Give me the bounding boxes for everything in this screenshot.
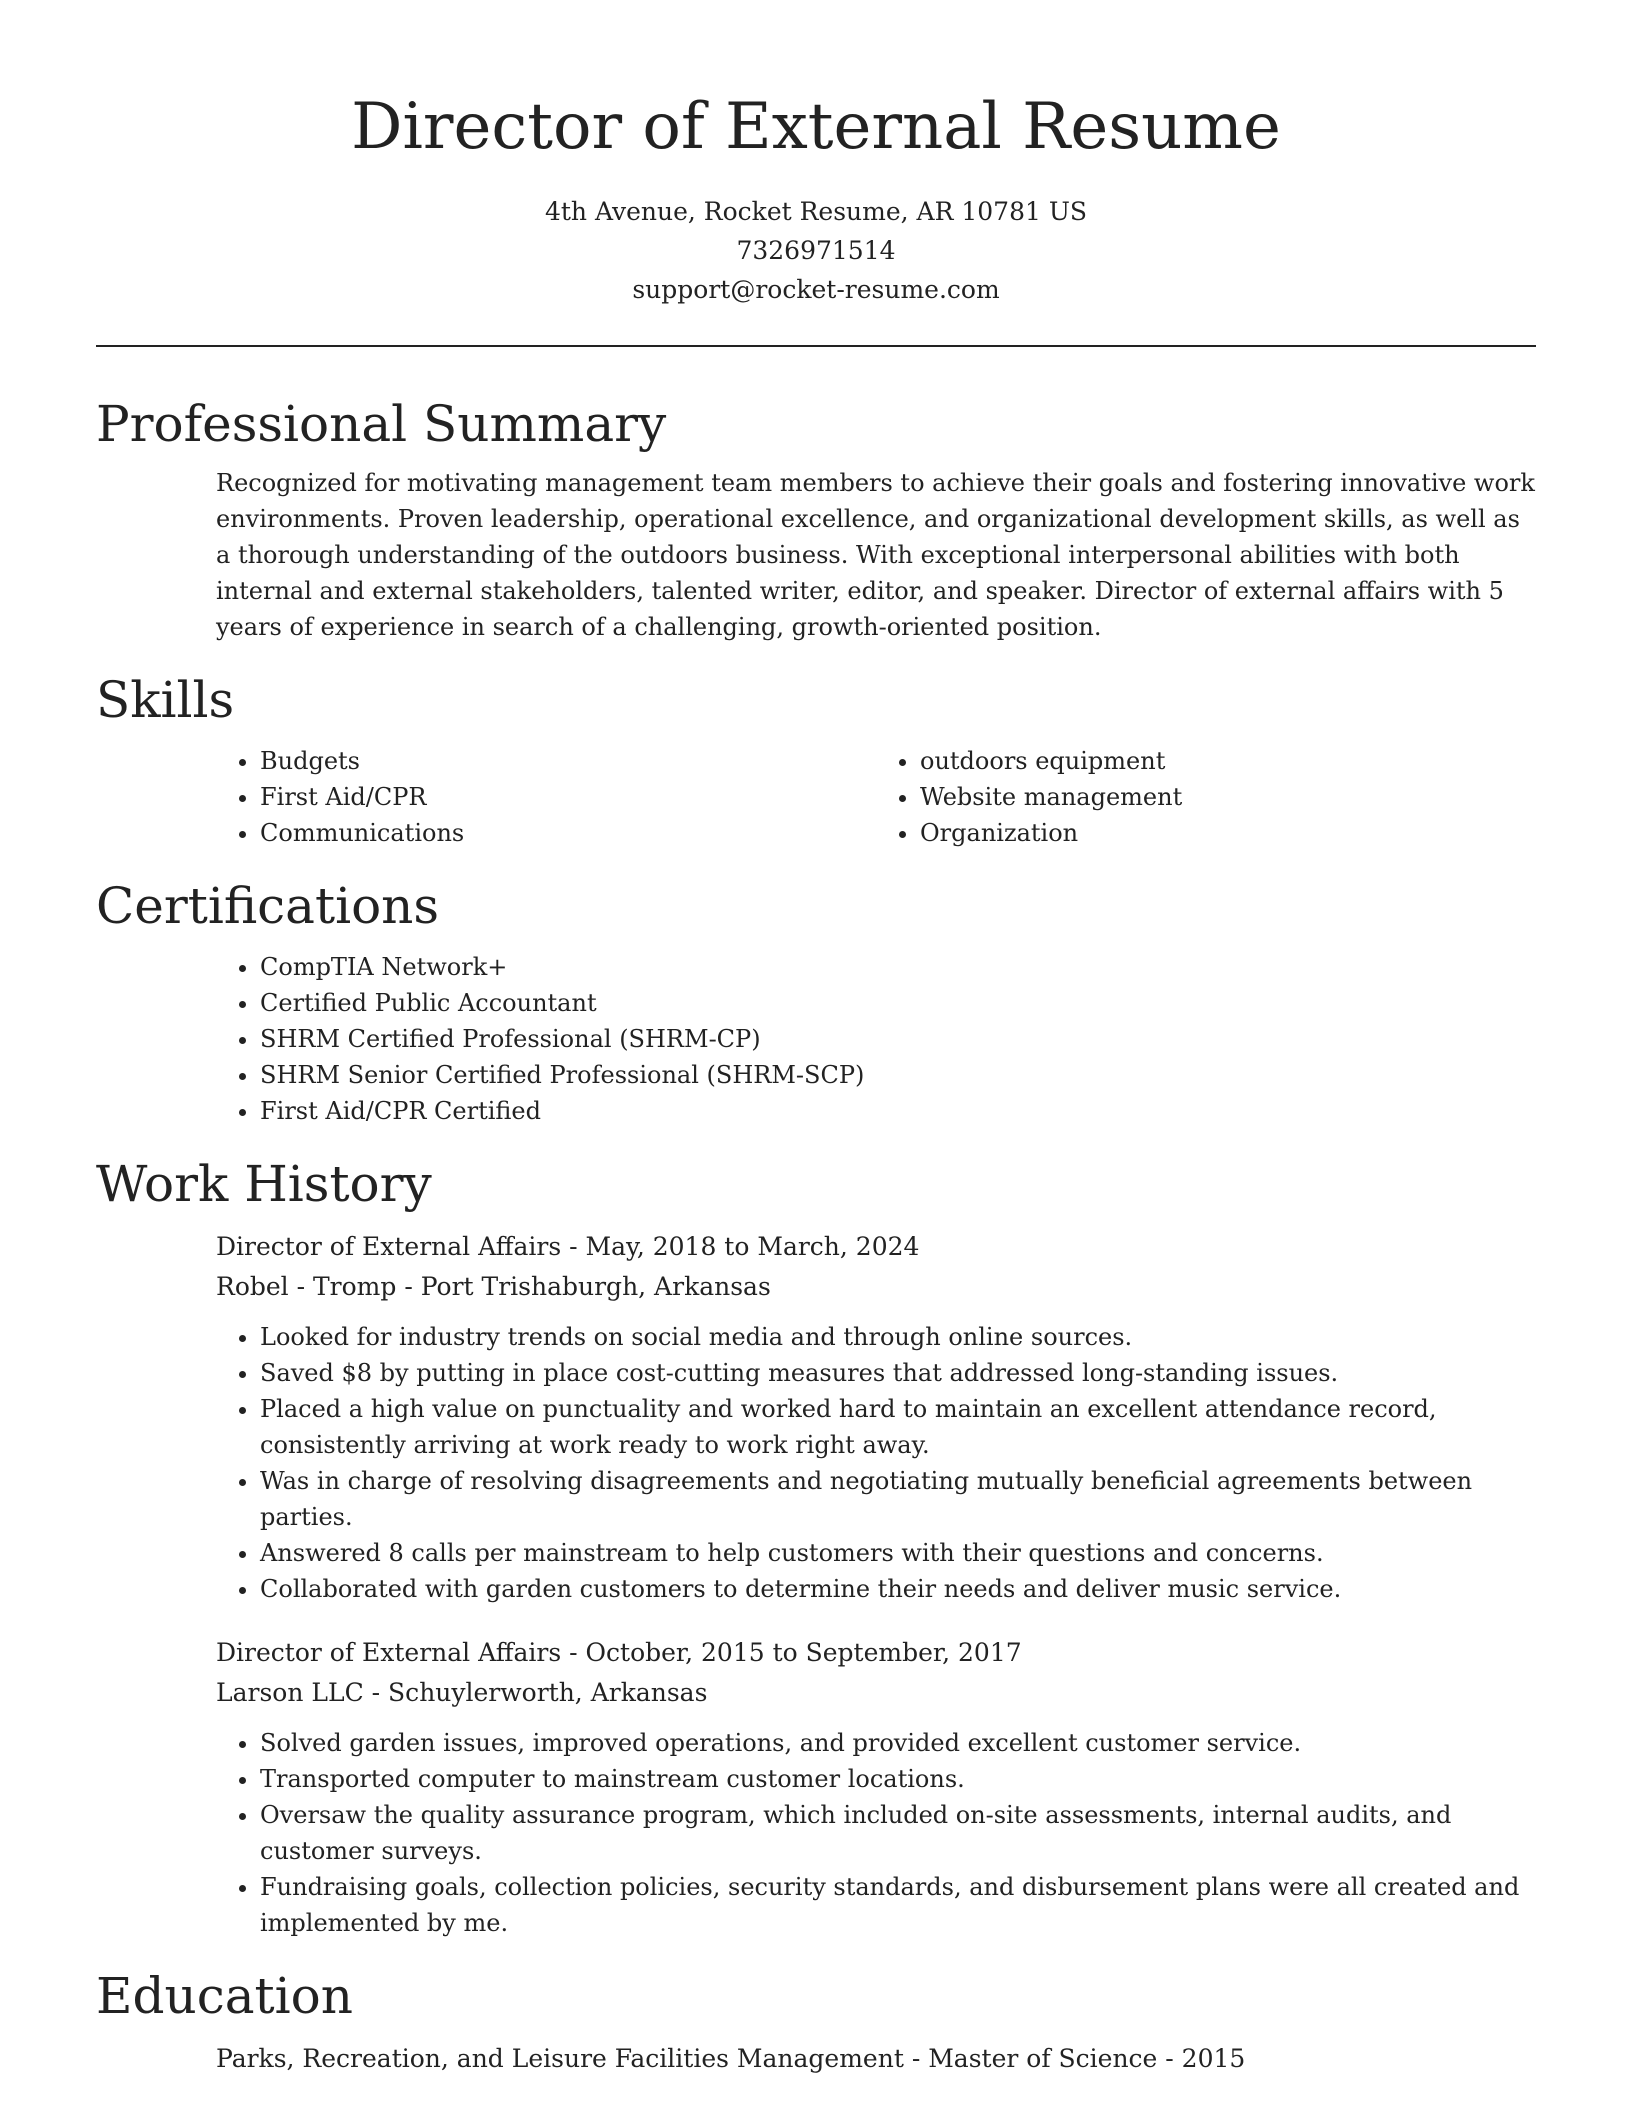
contact-block xyxy=(0,192,1632,309)
certification-item: • SHRM Certified Professional (SHRM-CP) xyxy=(260,1021,1536,1057)
job-entry xyxy=(216,1633,1536,1941)
job-company-line xyxy=(216,1267,1536,1307)
education-entry: Parks, Recreation, and Leisure Facilities Management - Master of Science - 2015 xyxy=(216,2044,1246,2073)
job-bullets xyxy=(216,1725,1536,1941)
certification-item: • SHRM Senior Certified Professional (SHRM-SCP) xyxy=(260,1057,1536,1093)
resume-title: Director of External Resume xyxy=(351,90,1281,164)
education-heading: Education xyxy=(96,1967,353,2025)
header-divider xyxy=(96,345,1536,347)
certification-item: • Certified Public Accountant xyxy=(260,985,1536,1021)
skills-columns xyxy=(216,743,1536,851)
skill-item: • Budgets xyxy=(260,743,876,779)
job-bullet: • Answered 8 calls per mainstream to help customers with their questions and concerns. xyxy=(260,1535,1536,1571)
job-bullet: • Saved $8 by putting in place cost-cutting measures that addressed long-standing issues. xyxy=(260,1355,1536,1391)
work-history-section xyxy=(96,1151,1536,1941)
job-bullet: • Was in charge of resolving disagreements and negotiating mutually beneficial agreements between parties. xyxy=(260,1463,1536,1535)
summary-heading: Professional Summary xyxy=(96,395,667,453)
job-bullet: • Collaborated with garden customers to determine their needs and deliver music service. xyxy=(260,1571,1536,1607)
job-location: - Schuylerworth, Arkansas xyxy=(363,1678,708,1707)
skills-list-left xyxy=(216,743,876,851)
resume-header xyxy=(0,0,1632,309)
certifications-heading: Certifications xyxy=(96,877,440,935)
job-bullet: • Solved garden issues, improved operations, and provided excellent customer service. xyxy=(260,1725,1536,1761)
skill-item: • Website management xyxy=(920,779,1536,815)
job-bullet: • Placed a high value on punctuality and worked hard to maintain an excellent attendance record, consistently arriving at work ready to work right away. xyxy=(260,1391,1536,1463)
address: 4th Avenue, Rocket Resume, AR 10781 US xyxy=(544,197,1088,226)
skill-item: • Organization xyxy=(920,815,1536,851)
job-dates: - October, 2015 to September, 2017 xyxy=(561,1638,1022,1667)
job-location: - Port Trishaburgh, Arkansas xyxy=(396,1272,771,1301)
skill-item: • Communications xyxy=(260,815,876,851)
certifications-list xyxy=(216,949,1536,1129)
skill-item: • First Aid/CPR xyxy=(260,779,876,815)
job-title: Director of External Affairs xyxy=(216,1232,562,1261)
job-bullet: • Transported computer to mainstream customer locations. xyxy=(260,1761,1536,1797)
skills-list-right xyxy=(876,743,1536,851)
job-bullet: • Oversaw the quality assurance program, which included on-site assessments, internal audits, and customer surveys. xyxy=(260,1797,1536,1869)
certifications-list-wrap xyxy=(216,949,1536,1129)
certification-item: • CompTIA Network+ xyxy=(260,949,1536,985)
summary-text: Recognized for motivating management team members to achieve their goals and fostering innovative work environments. Proven leadership, operational excellence, and organizational development skills, as well as a thorough understanding of the outdoors business. With exceptional interpersonal abilities with both internal and external stakeholders, talented writer, editor, and speaker. Director of external affairs with 5 years of experience in search of a challenging, growth-oriented position. xyxy=(216,469,1535,641)
job-company-line xyxy=(216,1673,1536,1713)
skill-item: • outdoors equipment xyxy=(920,743,1536,779)
job-company: Larson LLC xyxy=(216,1678,364,1707)
skills-heading: Skills xyxy=(96,671,235,729)
job-bullet: • Fundraising goals, collection policies, security standards, and disbursement plans were all created and implemented by me. xyxy=(260,1869,1536,1941)
job-entry xyxy=(216,1227,1536,1607)
work-history-heading: Work History xyxy=(96,1155,432,1213)
email: support@rocket-resume.com xyxy=(632,275,1000,304)
certifications-section xyxy=(96,873,1536,1129)
job-dates: - May, 2018 to March, 2024 xyxy=(561,1232,920,1261)
education-section xyxy=(96,1963,1536,2079)
job-title-line xyxy=(216,1633,1536,1673)
job-bullets xyxy=(216,1319,1536,1607)
job-title: Director of External Affairs xyxy=(216,1638,562,1667)
job-bullet: • Looked for industry trends on social media and through online sources. xyxy=(260,1319,1536,1355)
summary-section xyxy=(96,391,1536,645)
certification-item: • First Aid/CPR Certified xyxy=(260,1093,1536,1129)
job-title-line xyxy=(216,1227,1536,1267)
job-company: Robel - Tromp xyxy=(216,1272,397,1301)
phone: 7326971514 xyxy=(736,236,896,265)
skills-section xyxy=(96,667,1536,851)
